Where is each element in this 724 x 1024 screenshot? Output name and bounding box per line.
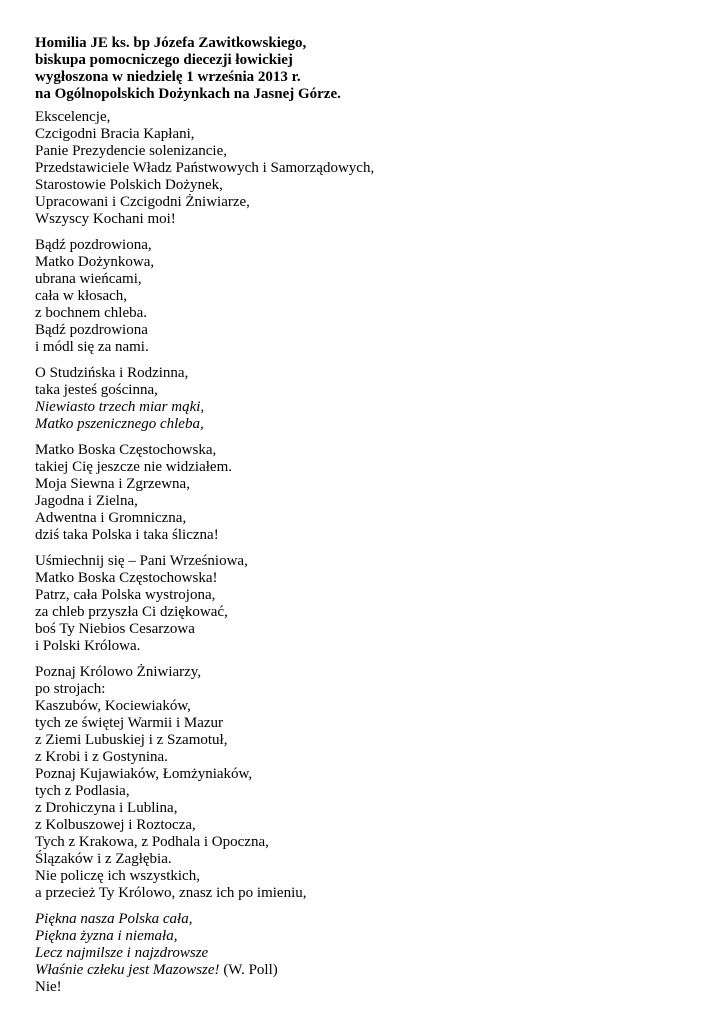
verse-line	[35, 783, 695, 800]
verse-text: Uśmiechnij się – Pani Wrześniowa,	[35, 553, 248, 569]
verse-line	[35, 459, 695, 476]
stanza	[35, 365, 695, 433]
verse-line	[35, 160, 695, 177]
verse-text: Bądź pozdrowiona	[35, 322, 148, 338]
title-line: Homilia JE ks. bp Józefa Zawitkowskiego,	[35, 35, 307, 51]
verse-line	[35, 851, 695, 868]
verse-line	[35, 476, 695, 493]
verse-text: i Polski Królowa.	[35, 638, 141, 654]
verse-line	[35, 834, 695, 851]
homily-title	[35, 35, 695, 103]
stanza	[35, 109, 695, 228]
verse-line	[35, 664, 695, 681]
verse-text: Piękna nasza Polska cała,	[35, 911, 193, 927]
verse-text: Nie!	[35, 979, 62, 995]
verse-text: Matko Boska Częstochowska,	[35, 442, 217, 458]
verse-line	[35, 621, 695, 638]
verse-line	[35, 638, 695, 655]
verse-line	[35, 365, 695, 382]
verse-text: Matko pszenicznego chleba,	[35, 416, 204, 432]
verse-line	[35, 570, 695, 587]
verse-text: Bądź pozdrowiona,	[35, 237, 152, 253]
verse-line	[35, 305, 695, 322]
verse-line	[35, 553, 695, 570]
verse-line	[35, 254, 695, 271]
stanza	[35, 911, 695, 996]
verse-text: z Kolbuszowej i Roztocza,	[35, 817, 196, 833]
verse-text: Nie policzę ich wszystkich,	[35, 868, 200, 884]
verse-text: Panie Prezydencie solenizancie,	[35, 143, 227, 159]
verse-text: Poznaj Królowo Żniwiarzy,	[35, 664, 202, 680]
verse-line	[35, 416, 695, 433]
verse-line	[35, 143, 695, 160]
verse-line	[35, 868, 695, 885]
verse-text: Jagodna i Zielna,	[35, 493, 138, 509]
verse-text: Kaszubów, Kociewiaków,	[35, 698, 191, 714]
verse-text: Poznaj Kujawiaków, Łomżyniaków,	[35, 766, 253, 782]
verse-line	[35, 177, 695, 194]
verse-line	[35, 382, 695, 399]
verse-text: z bochnem chleba.	[35, 305, 148, 321]
stanza	[35, 237, 695, 356]
verse-text: Matko Dożynkowa,	[35, 254, 155, 270]
verse-text: Patrz, cała Polska wystrojona,	[35, 587, 216, 603]
verse-line	[35, 271, 695, 288]
verse-line	[35, 493, 695, 510]
verse-text: po strojach:	[35, 681, 106, 697]
verse-text: i módl się za nami.	[35, 339, 149, 355]
verse-text: Piękna żyzna i niemała,	[35, 928, 178, 944]
verse-text: Ekscelencje,	[35, 109, 111, 125]
verse-line	[35, 715, 695, 732]
verse-text: takiej Cię jeszcze nie widziałem.	[35, 459, 232, 475]
verse-line	[35, 211, 695, 228]
verse-text: Lecz najmilsze i najzdrowsze	[35, 945, 209, 961]
verse-line	[35, 322, 695, 339]
verse-line	[35, 928, 695, 945]
title-line: na Ogólnopolskich Dożynkach na Jasnej Górze.	[35, 86, 341, 102]
verse-line	[35, 732, 695, 749]
verse-text: ubrana wieńcami,	[35, 271, 142, 287]
verse-text: za chleb przyszła Ci dziękować,	[35, 604, 228, 620]
verse-text: a przecież Ty Królowo, znasz ich po imieniu,	[35, 885, 307, 901]
verse-line	[35, 681, 695, 698]
verse-text: Matko Boska Częstochowska!	[35, 570, 218, 586]
verse-text: Starostowie Polskich Dożynek,	[35, 177, 223, 193]
verse-text: z Drohiczyna i Lublina,	[35, 800, 178, 816]
verse-line	[35, 510, 695, 527]
verse-text: cała w kłosach,	[35, 288, 128, 304]
verse-line	[35, 800, 695, 817]
verse-text: Ślązaków i z Zagłębia.	[35, 851, 172, 867]
verse-text: Wszyscy Kochani moi!	[35, 211, 176, 227]
stanza	[35, 553, 695, 655]
verse-text: dziś taka Polska i taka śliczna!	[35, 527, 219, 543]
verse-line	[35, 911, 695, 928]
verse-text: Czcigodni Bracia Kapłani,	[35, 126, 195, 142]
verse-line	[35, 194, 695, 211]
stanza	[35, 442, 695, 544]
verse-text: boś Ty Niebios Cesarzowa	[35, 621, 195, 637]
verse-line	[35, 962, 695, 979]
verse-line	[35, 885, 695, 902]
verse-line	[35, 126, 695, 143]
verse-line	[35, 527, 695, 544]
verse-text: z Ziemi Lubuskiej i z Szamotuł,	[35, 732, 228, 748]
verse-line	[35, 237, 695, 254]
verse-text: Niewiasto trzech miar mąki,	[35, 399, 205, 415]
verse-text: z Krobi i z Gostynina.	[35, 749, 168, 765]
verse-line	[35, 587, 695, 604]
verse-line	[35, 766, 695, 783]
verse-line	[35, 698, 695, 715]
stanza	[35, 664, 695, 902]
verse-text: tych z Podlasia,	[35, 783, 130, 799]
verse-text: Upracowani i Czcigodni Żniwiarze,	[35, 194, 250, 210]
verse-line	[35, 945, 695, 962]
verse-line	[35, 817, 695, 834]
verse-text: O Studzińska i Rodzinna,	[35, 365, 189, 381]
verse-text: taka jesteś gościnna,	[35, 382, 158, 398]
verse-line	[35, 339, 695, 356]
verse-text: Przedstawiciele Władz Państwowych i Samorządowych,	[35, 160, 375, 176]
verse-line	[35, 604, 695, 621]
verse-line	[35, 399, 695, 416]
verse-line	[35, 288, 695, 305]
verse-line	[35, 109, 695, 126]
verse-line	[35, 979, 695, 996]
verse-text: Właśnie człeku jest Mazowsze!	[35, 962, 220, 978]
verse-line	[35, 442, 695, 459]
title-line: wygłoszona w niedzielę 1 września 2013 r.	[35, 69, 301, 85]
verse-text: Adwentna i Gromniczna,	[35, 510, 187, 526]
verse-line	[35, 749, 695, 766]
document-page	[35, 35, 695, 1005]
homily-body	[35, 109, 695, 996]
citation: (W. Poll)	[219, 962, 278, 978]
verse-text: Moja Siewna i Zgrzewna,	[35, 476, 190, 492]
verse-text: tych ze świętej Warmii i Mazur	[35, 715, 224, 731]
verse-text: Tych z Krakowa, z Podhala i Opoczna,	[35, 834, 269, 850]
title-line: biskupa pomocniczego diecezji łowickiej	[35, 52, 293, 68]
